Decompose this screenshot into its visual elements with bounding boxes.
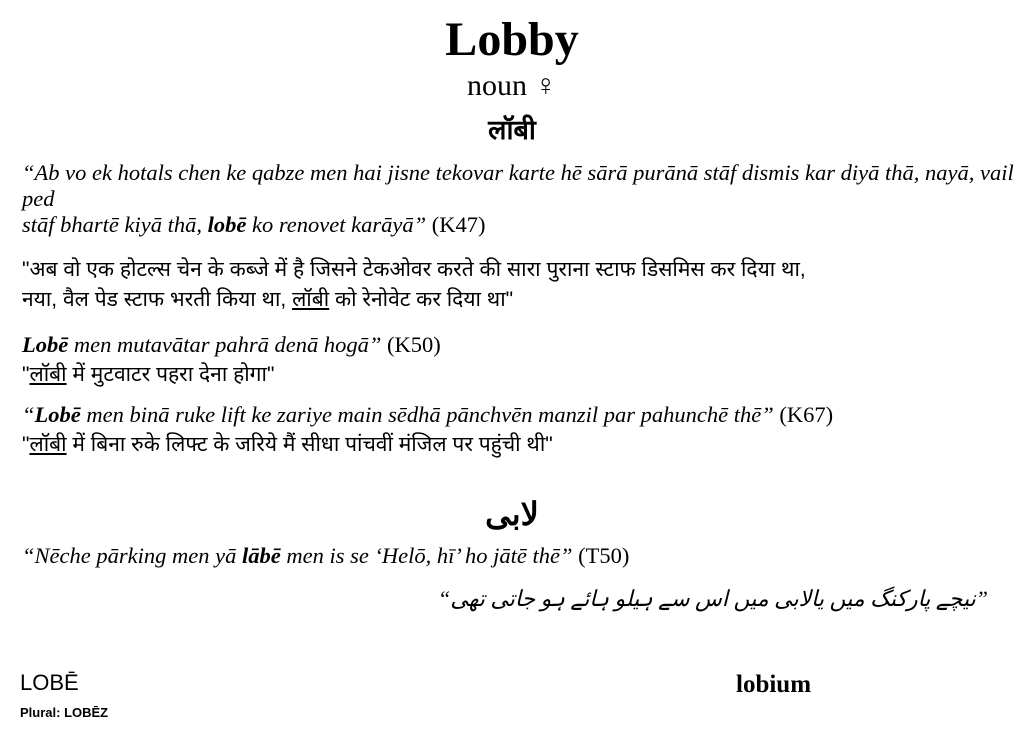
headword: Lobby [445, 13, 579, 66]
example-2-roman [22, 332, 1018, 358]
keyword-bold: Lobē [22, 332, 69, 357]
citation: (T50) [572, 543, 630, 568]
example-1-roman-line1: “Ab vo ek hotals chen ke qabze men hai jisne tekovar karte hē sārā purānā stāf dismis kar diyā thā, nayā, vail ped [22, 160, 1014, 211]
example-3-roman [22, 402, 1018, 428]
example-1-roman [22, 160, 1018, 238]
text-segment: " [22, 433, 30, 456]
example-4-urdu: ”نیچے پارکنگ میں یالابی میں اس سے ہیلو ہائے ہو جاتی تھی“ [438, 586, 988, 611]
text-segment: में बिना रुके लिफ्ट के जरिये मैं सीधा पांचवीं मंजिल पर पहुंची थी" [66, 433, 553, 456]
text-segment: “ [22, 402, 35, 427]
plural-label: Plural: LOBĒZ [20, 705, 109, 720]
keyword-underlined: लॉबी [292, 288, 330, 311]
example-1-roman-line2 [22, 212, 1018, 238]
example-1-hindi [22, 255, 1018, 315]
example-2-hindi [22, 360, 1018, 390]
keyword-bold: lābē [241, 543, 281, 568]
lobe-label: LOBĒ [20, 670, 79, 695]
keyword-bold: lobē [207, 212, 247, 237]
keyword-underlined: लॉबी [29, 363, 67, 386]
text-segment: नया, वैल पेड स्टाफ भरती किया था, [22, 288, 293, 311]
keyword-underlined: लॉबी [29, 433, 67, 456]
example-1-hindi-line2 [22, 285, 1018, 315]
part-of-speech: noun ♀ [467, 69, 557, 102]
text-segment: men is se ‘Helō, hī’ ho jātē thē” [280, 543, 573, 568]
text-segment: को रेनोवेट कर दिया था" [329, 288, 514, 311]
example-1-hindi-line1: "अब वो एक होटल्स चेन के कब्जे में है जिसने टेकओवर करते की सारा पुराना स्टाफ डिसमिस कर दिया था, [22, 258, 806, 281]
text-segment: ko renovet karāyā” [246, 212, 427, 237]
citation: (K50) [381, 332, 441, 357]
text-segment: “Nēche pārking men yā [22, 543, 242, 568]
text-segment: men mutavātar pahrā denā hogā” [68, 332, 382, 357]
example-4-roman [22, 543, 1018, 569]
keyword-bold: Lobē [34, 402, 81, 427]
example-3-hindi [22, 430, 1018, 460]
text-segment: men binā ruke lift ke zariye main sēdhā pānchvēn manzil par pahunchē thē” [80, 402, 774, 427]
text-segment: " [22, 363, 30, 386]
hindi-headword: लॉबी [488, 115, 536, 145]
citation: (K67) [773, 402, 834, 427]
text-segment: stāf bhartē kiyā thā, [22, 212, 208, 237]
citation: (K47) [426, 212, 486, 237]
text-segment: में मुटवाटर पहरा देना होगा" [66, 363, 275, 386]
lobium-label: lobium [736, 671, 812, 698]
urdu-headword: لابی [485, 496, 539, 532]
